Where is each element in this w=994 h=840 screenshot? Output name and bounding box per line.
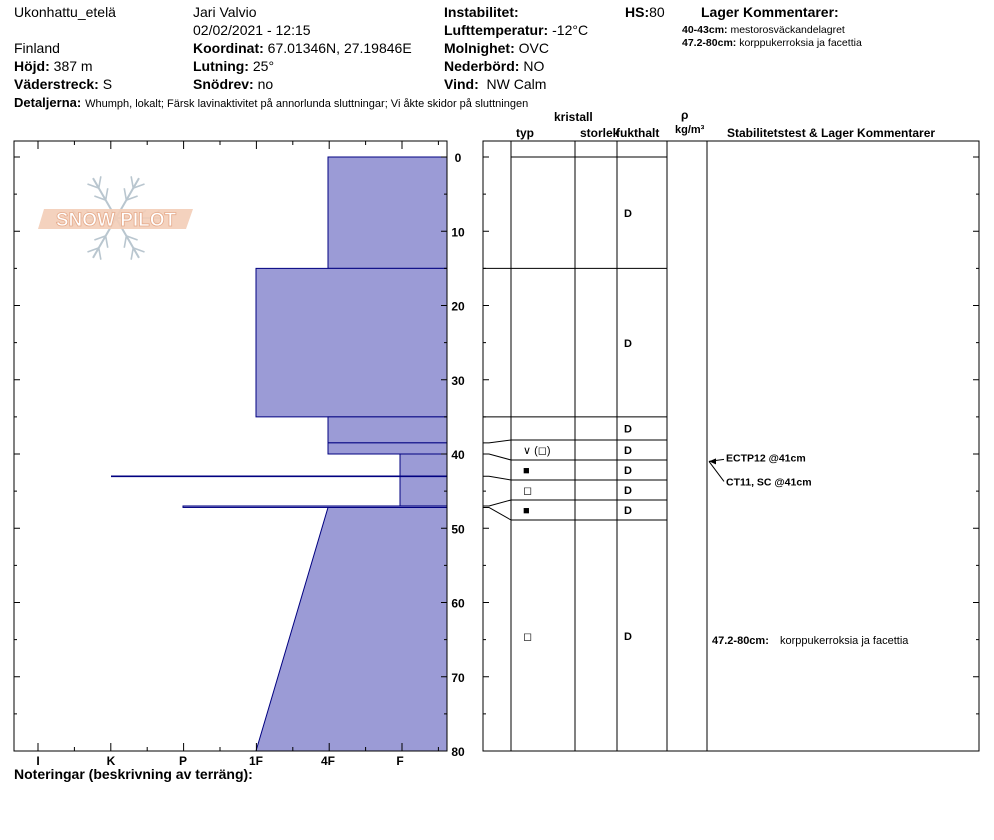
coords-label: Koordinat:	[193, 40, 264, 56]
col-rho-unit: kg/m³	[675, 124, 705, 136]
snowflake-branch	[124, 188, 126, 200]
col-stability: Stabilitetstest & Lager Kommentarer	[727, 126, 936, 140]
crystal-type: ■	[523, 505, 530, 517]
depth-tick-label: 60	[451, 596, 465, 611]
airtemp-value: -12°C	[552, 22, 589, 38]
stability-arrow-line	[709, 461, 724, 481]
axes	[14, 141, 979, 768]
layer-table	[483, 141, 909, 751]
instability-label: Instabilitet:	[444, 4, 519, 20]
depth-tick-label: 10	[451, 225, 465, 240]
chart-frames	[14, 141, 979, 751]
table-frame	[483, 141, 979, 751]
moisture-value: D	[624, 445, 632, 457]
hardness-tick-label: P	[178, 754, 188, 768]
hardness-layer-2	[328, 417, 447, 443]
crystal-type: ∨ (◻)	[523, 445, 551, 457]
col-rho: ρ	[681, 108, 689, 122]
moisture-value: D	[624, 208, 632, 220]
details-label: Detaljerna:	[14, 95, 82, 110]
depth-tick-label: 20	[451, 299, 465, 314]
hardness-tick-label: I	[36, 754, 40, 768]
notes-label: Noteringar (beskrivning av terräng):	[14, 766, 253, 782]
aspect-label: Väderstreck:	[14, 76, 99, 92]
col-storlek: storlek	[580, 126, 620, 140]
depth-tick-label: 40	[451, 448, 465, 462]
wind-value: NW Calm	[486, 76, 547, 92]
snowflake-branch	[124, 236, 126, 248]
airtemp-label: Lufttemperatur:	[444, 22, 549, 38]
elevation-value: 387 m	[53, 58, 93, 74]
hardness-tick-label: 1F	[248, 754, 264, 768]
snowflake-branch	[131, 248, 133, 260]
snowflake-branch	[106, 188, 108, 200]
precip-value: NO	[523, 58, 545, 74]
aspect-value: S	[102, 76, 113, 92]
details-text: Whumph, lokalt; Färsk lavinaktivitet på annorlunda sluttningar; Vi åkte skidor på sluttningen	[85, 98, 529, 110]
hardness-tick-label: 4F	[320, 754, 336, 768]
layer-comment-2-range: 47.2-80cm:	[682, 37, 737, 49]
bottom-comment-text: korppukerroksia ja facettia	[780, 635, 909, 647]
stability-test-2: CT11, SC @41cm	[726, 476, 812, 489]
layer-comment-1-text: mestorosväckandelagret	[730, 24, 845, 36]
coords-value: 67.01346N, 27.19846E	[267, 40, 412, 56]
observer: Jari Valvio	[193, 4, 257, 20]
depth-tick-label: 80	[451, 745, 465, 759]
watermark-text: SNOW PILOT	[55, 210, 177, 231]
crystal-type: ■	[523, 465, 530, 477]
hs-value: 80	[649, 4, 665, 20]
slope-label: Lutning:	[193, 58, 249, 74]
depth-tick-label: 30	[451, 373, 465, 388]
depth-tick-label: 50	[451, 522, 465, 537]
hardness-tick-label: F	[396, 754, 404, 768]
col-fukthalt: fukthalt	[616, 126, 660, 140]
hardness-profile	[111, 157, 447, 751]
depth-tick-label: 0	[454, 151, 462, 165]
location-name: Ukonhattu_etelä	[14, 4, 116, 20]
layer-connector	[483, 440, 511, 443]
moisture-value: D	[624, 485, 632, 497]
hardness-layer-5	[400, 476, 447, 506]
cloud-label: Molnighet:	[444, 40, 515, 56]
hs-label: HS:	[625, 4, 650, 20]
precip-label: Nederbörd:	[444, 58, 520, 74]
layer-comment-1-range: 40-43cm:	[682, 24, 728, 36]
hardness-tick-label: K	[106, 754, 116, 768]
layer-comment-2-text: korppukerroksia ja facettia	[739, 37, 862, 49]
hardness-layer-7	[256, 507, 447, 751]
elevation-label: Höjd:	[14, 58, 50, 74]
country: Finland	[14, 40, 60, 56]
wind-label: Vind:	[444, 76, 479, 92]
snowflake-branch	[106, 236, 108, 248]
col-typ: typ	[516, 126, 534, 140]
moisture-value: D	[624, 631, 632, 643]
datetime: 02/02/2021 - 12:15	[193, 22, 311, 38]
layer-connector	[483, 500, 511, 506]
hardness-layer-4	[400, 454, 447, 476]
layer-connector	[483, 454, 511, 460]
snowflake-branch	[99, 176, 101, 188]
moisture-value: D	[624, 338, 632, 350]
hardness-layer-0	[328, 157, 447, 268]
drift-label: Snödrev:	[193, 76, 254, 92]
snowflake-branch	[131, 176, 133, 188]
moisture-value: D	[624, 465, 632, 477]
moisture-value: D	[624, 423, 632, 436]
col-kristall: kristall	[554, 110, 593, 124]
crystal-type: ◻	[523, 485, 533, 497]
hardness-layer-3	[328, 443, 447, 454]
stability-test-1: ECTP12 @41cm	[726, 452, 806, 465]
crystal-type: ◻	[523, 631, 533, 643]
moisture-value: D	[624, 505, 632, 517]
layer-connector	[483, 476, 511, 480]
drift-value: no	[257, 76, 274, 92]
slope-value: 25°	[252, 58, 275, 74]
cloud-value: OVC	[518, 40, 549, 56]
bottom-comment-range: 47.2-80cm:	[712, 635, 769, 647]
hardness-layer-1	[256, 268, 447, 417]
snowpilot-watermark	[38, 176, 193, 259]
layer-comments-title: Lager Kommentarer:	[701, 4, 839, 20]
layer-connector	[483, 507, 511, 520]
snowflake-branch	[99, 248, 101, 260]
depth-tick-label: 70	[451, 670, 465, 685]
